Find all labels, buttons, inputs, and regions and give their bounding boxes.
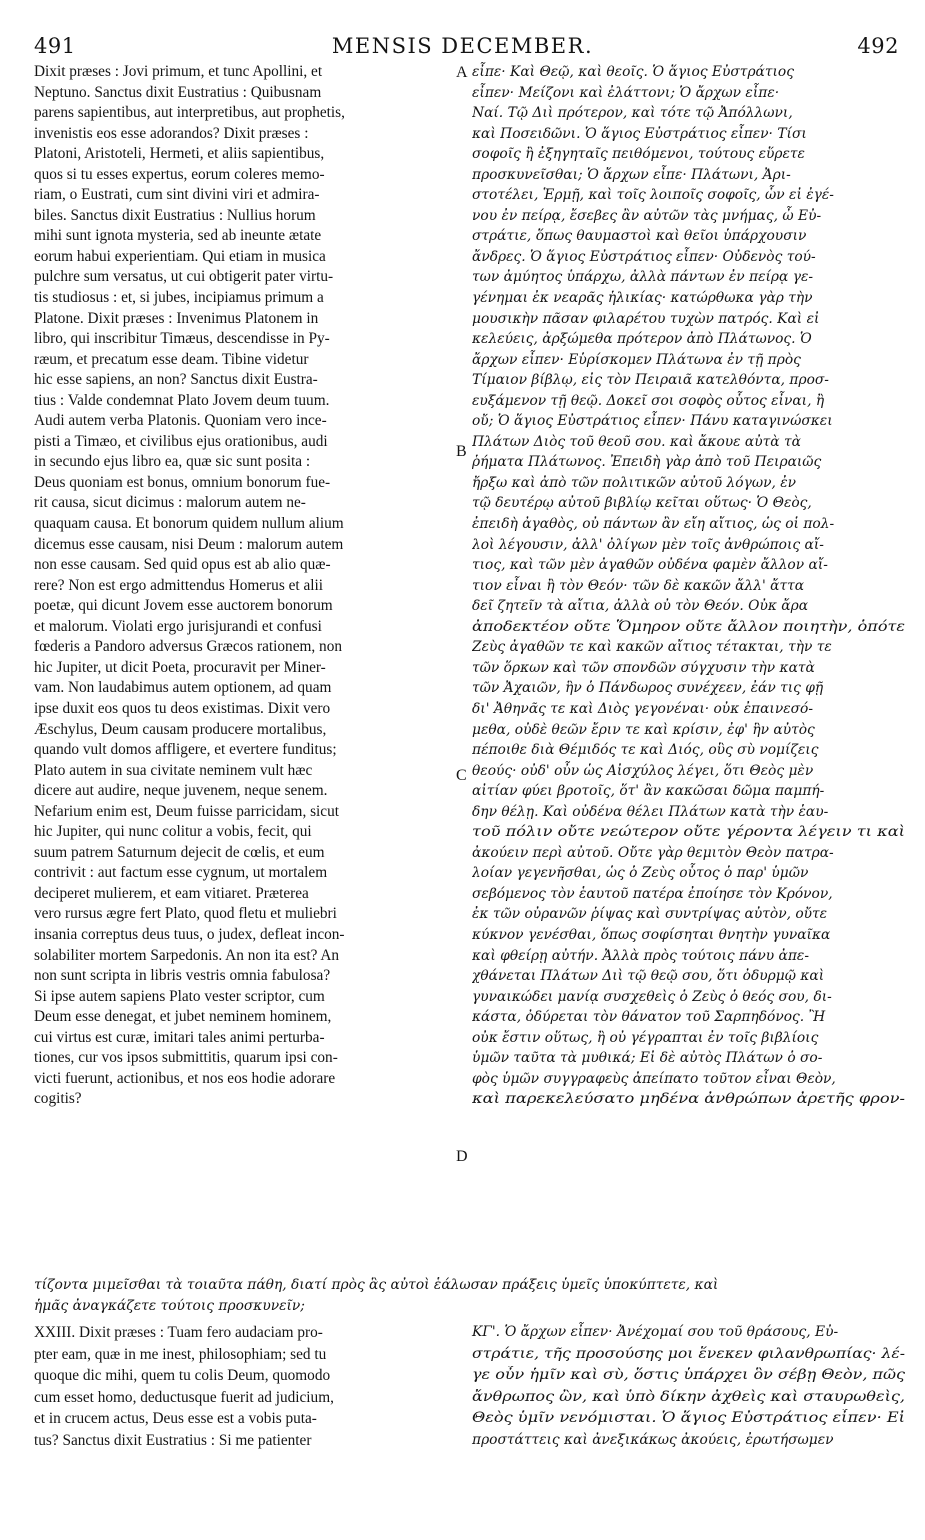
greek-line: αἰτίαν φύει βροτοῖς, ὅτ' ἂν κακῶσαι δῶμα παμπή- xyxy=(472,783,825,800)
latin-line: Si ipse autem sapiens Plato vester scriptor, cum xyxy=(34,987,325,1005)
latin-line: fœderis a Pandoro adversus Græcos rationem, non xyxy=(34,638,342,656)
greek-line: τῶν ὅρκων καὶ τῶν σπονδῶν σύγχυσιν τὴν κατὰ xyxy=(472,659,815,676)
greek-line: Θεὸς ὑμῖν νενόμισται. Ὁ ἅγιος Εὐστράτιος εἶπεν· Εἰ xyxy=(472,1410,905,1426)
greek-line: ἄρχων εἶπεν· Εὑρίσκομεν Πλάτωνα ἐν τῇ πρὸς xyxy=(472,351,801,368)
latin-line: hic Jupiter, ut dicit Poeta, procuravit per Miner- xyxy=(34,658,326,676)
latin-line: quoque dic mihi, quem tu colis Deum, quomodo xyxy=(34,1367,331,1384)
greek-line: κύκνον γενέσθαι, ὅπως σοφίσηται θνητὴν γυναῖκα xyxy=(472,926,831,943)
latin-line: hic Jupiter, qui nunc colitur a vobis, fecit, qui xyxy=(34,823,312,841)
section-letter-b: B xyxy=(456,443,467,460)
latin-line: in secundo ejus libro ea, quæ sic sunt posita : xyxy=(34,453,311,471)
latin-line: pisti a Timæo, et civilibus ejus orationibus, audi xyxy=(34,432,328,450)
greek-line: φὸς ὑμῶν συγγραφεὺς ἀπείπατο τοῦτον εἶναι Θεὸν, xyxy=(472,1070,836,1087)
latin-line: pter eam, quæ in me inest, philosophiam; sed tu xyxy=(34,1345,327,1363)
latin-line: ipse duxit eos quos tu deos existimas. Dixit vero xyxy=(34,699,331,717)
latin-line: insania correptus deus tuus, o judex, defleat incon- xyxy=(34,925,345,943)
greek-line: ἤρξω καὶ ἀπὸ τῶν πολιτικῶν αὐτοῦ λόγων, ἐν xyxy=(472,474,797,491)
greek-line: δεῖ ζητεῖν τὰ αἴτια, ἀλλὰ οὐ τὸν Θεόν. Οὐκ ἄρα xyxy=(472,598,809,615)
greek-line: προσκυνεῖσθαι; Ὁ ἄρχων εἶπε· Πλάτωνι, Ἀρι- xyxy=(472,166,791,183)
greek-line: τιος, καὶ τῶν μὲν ἀγαθῶν οὐδένα φαμὲν ἄλλον αἴ- xyxy=(472,557,828,574)
greek-line: ἀκούειν περὶ αὐτοῦ. Οὔτε γὰρ θεμιτὸν Θεὸν πατρα- xyxy=(472,844,834,861)
greek-line: ἄνδρες. Ὁ ἅγιος Εὐστράτιος εἶπεν· Οὐδενὸς τού- xyxy=(472,248,816,265)
latin-line: hic esse sapiens, an non? Sanctus dixit Eustra- xyxy=(34,371,318,389)
latin-line: cogitis? xyxy=(34,1090,82,1108)
latin-column xyxy=(34,62,454,1110)
greek-line: των ἀμύητος ὑπάρχω, ἀλλὰ πάντων ἐν πείρᾳ γε- xyxy=(472,269,814,286)
latin-line: vam. Non laudabimus autem optionem, ad quam xyxy=(34,679,332,697)
latin-line: mihi sunt ignota mysteria, sed ab ineunte ætate xyxy=(34,227,322,245)
greek-spanning-line: τίζοντα μιμεῖσθαι τὰ τοιαῦτα πάθη, διατί πρὸς ἃς αὐτοὶ ἑάλωσαν πράξεις ὑμεῖς ὑποκύπτετε, καὶ xyxy=(34,1277,719,1293)
latin-line: Æschylus, Deum causam producere mortalibus, xyxy=(34,720,327,738)
greek-line: δι' Ἀθηνᾶς τε καὶ Διὸς γεγονέναι· οὐκ ἐπαινεσό- xyxy=(472,700,814,717)
latin-line: rit causa, sicut dicimus : malorum autem ne- xyxy=(34,494,306,512)
greek-spanning-line: ἡμᾶς ἀναγκάζετε τούτοις προσκυνεῖν; xyxy=(34,1297,305,1314)
latin-line: Deus quoniam est bonus, omnium bonorum fue- xyxy=(34,473,331,491)
section-letter-a: A xyxy=(456,64,468,81)
latin-line: et malorum. Violati ergo jurisjurandi et confusi xyxy=(34,617,322,635)
greek-line: τῶν Ἀχαιῶν, ἣν ὁ Πάνδωρος συνέχεεν, ἐάν τις φῇ xyxy=(472,680,824,697)
greek-line: κάστα, ὀδύρεται τὸν θάνατον τοῦ Σαρπηδόνος. Ἢ xyxy=(472,1009,826,1026)
latin-line: libro, qui inscribitur Timæus, descendisse in Py- xyxy=(34,330,330,348)
latin-line: Plato autem in sua civitate neminem vult hæc xyxy=(34,761,313,779)
latin-line: Deum esse denegat, et jubet neminem hominem, xyxy=(34,1008,332,1026)
greek-column-continued xyxy=(472,1322,905,1451)
latin-line: ræum, et precatum esse deam. Tibine videtur xyxy=(34,350,309,368)
latin-line: tiones, cur vos ipsos submittitis, quarum ipsi con- xyxy=(34,1049,338,1067)
greek-line: στράτιε, ὅπως θαυμαστοὶ καὶ θεῖοι ὑπάρχουσιν xyxy=(472,228,807,245)
latin-line: Neptuno. Sanctus dixit Eustratius : Quibusnam xyxy=(34,83,322,101)
page-number-left: 491 xyxy=(34,34,76,58)
latin-line: solabiliter mortem Sarpedonis. An non ita est? An xyxy=(34,946,340,964)
greek-line: γε οὖν ἡμῖν καὶ σὺ, ὅστις ὑπάρχει ὃν σέβῃ Θεὸν, πῶς xyxy=(472,1367,906,1383)
greek-line: εἶπε· Καὶ Θεῷ, καὶ θεοῖς. Ὁ ἅγιος Εὐστράτιος xyxy=(472,64,794,80)
greek-line: λοίαν γεγενῆσθαι, ὡς ὁ Ζεὺς οὗτος ὁ παρ' ὑμῶν xyxy=(472,865,809,882)
latin-line: et in crucem actus, Deus esse est a vobis puta- xyxy=(34,1410,317,1427)
greek-line: Πλάτων Διὸς τοῦ θεοῦ σου. καὶ ἄκουε αὐτὰ τὰ xyxy=(472,433,801,450)
latin-line: cum esset homo, deductusque fuerit ad judicium, xyxy=(34,1388,334,1406)
greek-line: σοφοῖς ἢ ἐξηγηταῖς πειθόμενοι, τούτους εὕρετε xyxy=(472,146,805,163)
greek-line: τοῦ πόλιν οὔτε νεώτερον οὔτε γέροντα λέγειν τι καὶ xyxy=(472,824,905,841)
latin-line: contrivit : aut factum esse cygnum, ut mortalem xyxy=(34,864,328,882)
greek-line: λοὶ λέγουσιν, ἀλλ' ὀλίγων μὲν τοῖς ἀνθρώποις αἴ- xyxy=(472,536,824,553)
greek-line: προστάττεις καὶ ἀνεξικάκως ἀκούεις, ἐρωτήσωμεν xyxy=(472,1431,834,1448)
latin-line: tus? Sanctus dixit Eustratius : Si me patienter xyxy=(34,1431,312,1449)
latin-line: biles. Sanctus dixit Eustratius : Nullius horum xyxy=(34,206,316,224)
greek-line: στοτέλει, Ἑρμῇ, καὶ τοῖς λοιποῖς σοφοῖς, ὧν εἰ ἐγέ- xyxy=(472,187,834,204)
latin-line: Platoni, Aristoteli, Hermeti, et aliis sapientibus, xyxy=(34,145,325,163)
greek-line: ΚΓ'. Ὁ ἄρχων εἶπεν· Ἀνέχομαί σου τοῦ θράσους, Εὐ- xyxy=(472,1324,839,1340)
latin-line: vero rursus ægre fert Plato, quod fletu et muliebri xyxy=(34,905,337,923)
section-letter-c: C xyxy=(456,767,467,784)
latin-line: Nefarium enim est, Deum fuisse parricidam, sicut xyxy=(34,802,339,820)
greek-line: Ζεὺς ἀγαθῶν τε καὶ κακῶν αἴτιος τέτακται, τὴν τε xyxy=(472,639,832,656)
greek-line: εἶπεν· Μείζονι καὶ ἐλάττονι; Ὁ ἄρχων εἶπε· xyxy=(472,84,780,101)
latin-line: victi fuerunt, actionibus, et nos eos hodie adorare xyxy=(34,1069,336,1087)
greek-line: ἄνθρωπος ὢν, καὶ ὑπὸ δίκην ἀχθεὶς καὶ σταυρωθεὶς, xyxy=(472,1388,905,1405)
greek-line: ἐπειδὴ ἀγαθὸς, οὐ πάντων ἂν εἴη αἴτιος, ὡς οἱ πολ- xyxy=(472,516,835,533)
latin-line: Platone. Dixit præses : Invenimus Platonem in xyxy=(34,309,319,327)
greek-line: κελεύεις, ἀρξώμεθα πρότερον ἀπὸ Πλάτωνος. Ὁ xyxy=(472,331,812,348)
greek-line: ἀποδεκτέον οὔτε Ὅμηρον οὔτε ἄλλον ποιητὴν, ὁπότε xyxy=(472,618,905,635)
latin-line: dicemus esse causam, nisi Deum : malorum autem xyxy=(34,535,344,553)
latin-line: non esse causam. Sed quid opus est ab alio quæ- xyxy=(34,556,331,574)
greek-line: οὔ; Ὁ ἅγιος Εὐστράτιος εἶπεν· Πάνυ καταγινώσκει xyxy=(472,413,833,430)
greek-line: γένημαι ἐκ νεαρᾶς ἡλικίας· κατώρθωκα γὰρ τὴν xyxy=(472,290,813,307)
latin-line: quaquam causa. Et bonorum quidem nullum alium xyxy=(34,515,344,533)
page-number-right: 492 xyxy=(857,34,899,58)
latin-line: pulchre sum versatus, ut cui obtigerit pater virtu- xyxy=(34,268,334,286)
greek-line: ὑμῶν ταῦτα τὰ μυθικά; Εἰ δὲ αὐτὸς Πλάτων ὁ σο- xyxy=(472,1050,823,1067)
greek-spanning-block xyxy=(34,1275,905,1316)
latin-column-continued xyxy=(34,1322,454,1451)
latin-line: deciperet mulierem, et eam vitiaret. Præterea xyxy=(34,884,309,902)
latin-line: eorum habui experientiam. Qui etiam in musica xyxy=(34,247,326,265)
greek-line: νου ἐν πείρᾳ, ἔσεβες ἂν αὐτῶν τὰς μνήμας, ὦ Εὐ- xyxy=(472,207,822,224)
latin-line: quos si tu esses expertus, eorum coleres memo- xyxy=(34,165,325,183)
greek-line: μεθα, οὐδὲ θεῶν ἔριν τε καὶ κρίσιν, ἐφ' ἣν αὐτὸς xyxy=(472,721,815,738)
greek-line: καὶ Ποσειδῶνι. Ὁ ἅγιος Εὐστράτιος εἶπεν· Τίσι xyxy=(472,125,807,142)
greek-line: ευξάμενον τῇ θεῷ. Δοκεῖ σοι σοφὸς οὗτος εἶναι, ἢ xyxy=(472,392,825,409)
latin-line: Dixit præses : Jovi primum, et tunc Apollini, et xyxy=(34,63,323,80)
greek-line: Τίμαιον βίβλῳ, εἰς τὸν Πειραιᾶ κατελθόντα, προσ- xyxy=(472,372,829,389)
greek-line: γυναικώδει μανίᾳ συσχεθεὶς ὁ Ζεὺς ὁ θεός σου, δι- xyxy=(472,988,832,1005)
latin-line: dicere aut audire, neque juvenem, neque senem. xyxy=(34,782,328,800)
greek-line: ἐκ τῶν οὐρανῶν ῥίψας καὶ συντρίψας αὐτὸν, οὔτε xyxy=(472,906,828,923)
running-title: MENSIS DECEMBER. xyxy=(331,34,594,58)
latin-line: riam, o Eustrati, cum sint divini viri et admira- xyxy=(34,186,320,204)
greek-column xyxy=(472,62,905,1110)
greek-line: καὶ παρεκελεύσατο μηδένα ἀνθρώπων ἀρετῆς φρον- xyxy=(472,1091,905,1108)
latin-line: poetæ, qui dicunt Jovem esse auctorem bonorum xyxy=(34,597,333,615)
section-letter-d: D xyxy=(456,1148,468,1165)
greek-line: Ναί. Τῷ Διὶ πρότερον, καὶ τότε τῷ Ἀπόλλωνι, xyxy=(472,105,793,122)
greek-line: πέποιθε διὰ Θέμιδός τε καὶ Διός, οὓς σὺ νομίζεις xyxy=(472,742,819,759)
greek-line: μουσικὴν πᾶσαν φιλαρέτου τυχὼν πατρός. Καὶ εἰ xyxy=(472,310,820,327)
latin-line: parens sapientibus, aut interpretibus, aut prophetis, xyxy=(34,104,345,122)
greek-line: θεούς· οὐδ' οὖν ὡς Αἰσχύλος λέγει, ὅτι Θεὸς μὲν xyxy=(472,762,814,779)
latin-line: tis studiosus : et, si jubes, incipiamus primum a xyxy=(34,289,324,307)
latin-line: suum patrem Saturnum dejecit de cœlis, et eum xyxy=(34,843,325,861)
greek-line: στράτιε, τῆς προσούσης μοι ἕνεκεν φιλανθρωπίας· λέ- xyxy=(472,1345,906,1362)
greek-line: δην θέλῃ. Καὶ οὐδένα θέλει Πλάτων κατὰ τὴν ἑαυ- xyxy=(472,803,829,820)
greek-line: τῷ δευτέρῳ αὐτοῦ βιβλίῳ κεῖται οὕτως· Ὁ Θεὸς, xyxy=(472,495,812,512)
greek-line: ῥήματα Πλάτωνος. Ἐπειδὴ γὰρ ἀπὸ τοῦ Πειραιῶς xyxy=(472,454,822,471)
latin-line: quando vult domos affligere, et evertere funditus; xyxy=(34,741,337,759)
latin-line: Audi autem verba Platonis. Quoniam vero ince- xyxy=(34,412,327,430)
latin-line: cui virtus est curæ, imitari tales animi perturba- xyxy=(34,1028,325,1046)
greek-line: οὐκ ἔστιν οὕτως, ἢ οὐ γέγραπται ἐν τοῖς βιβλίοις xyxy=(472,1029,819,1046)
greek-line: καὶ φθείρῃ αὐτήν. Ἀλλὰ πρὸς τούτοις πάνυ ἀπε- xyxy=(472,947,809,964)
latin-line: XXIII. Dixit præses : Tuam fero audaciam pro- xyxy=(34,1324,323,1341)
latin-line: non sunt scripta in libris vestris omnia fabulosa? xyxy=(34,967,331,985)
latin-line: invenistis eos esse adorandos? Dixit præses : xyxy=(34,124,309,142)
latin-line: tius : Valde condemnat Plato Jovem deum tuum. xyxy=(34,391,330,409)
latin-line: rere? Non est ergo admittendus Homerus et alii xyxy=(34,576,323,594)
greek-line: σεβόμενος τὸν ἑαυτοῦ πατέρα ἐποίησε τὸν Κρόνον, xyxy=(472,885,833,902)
greek-line: τιον εἶναι ἢ τὸν Θεόν· τῶν δὲ κακῶν ἄλλ' ἄττα xyxy=(472,577,805,594)
greek-line: χθάνεται Πλάτων Διὶ τῷ θεῷ σου, ὅτι ὀδυρμῷ καὶ xyxy=(472,968,825,985)
